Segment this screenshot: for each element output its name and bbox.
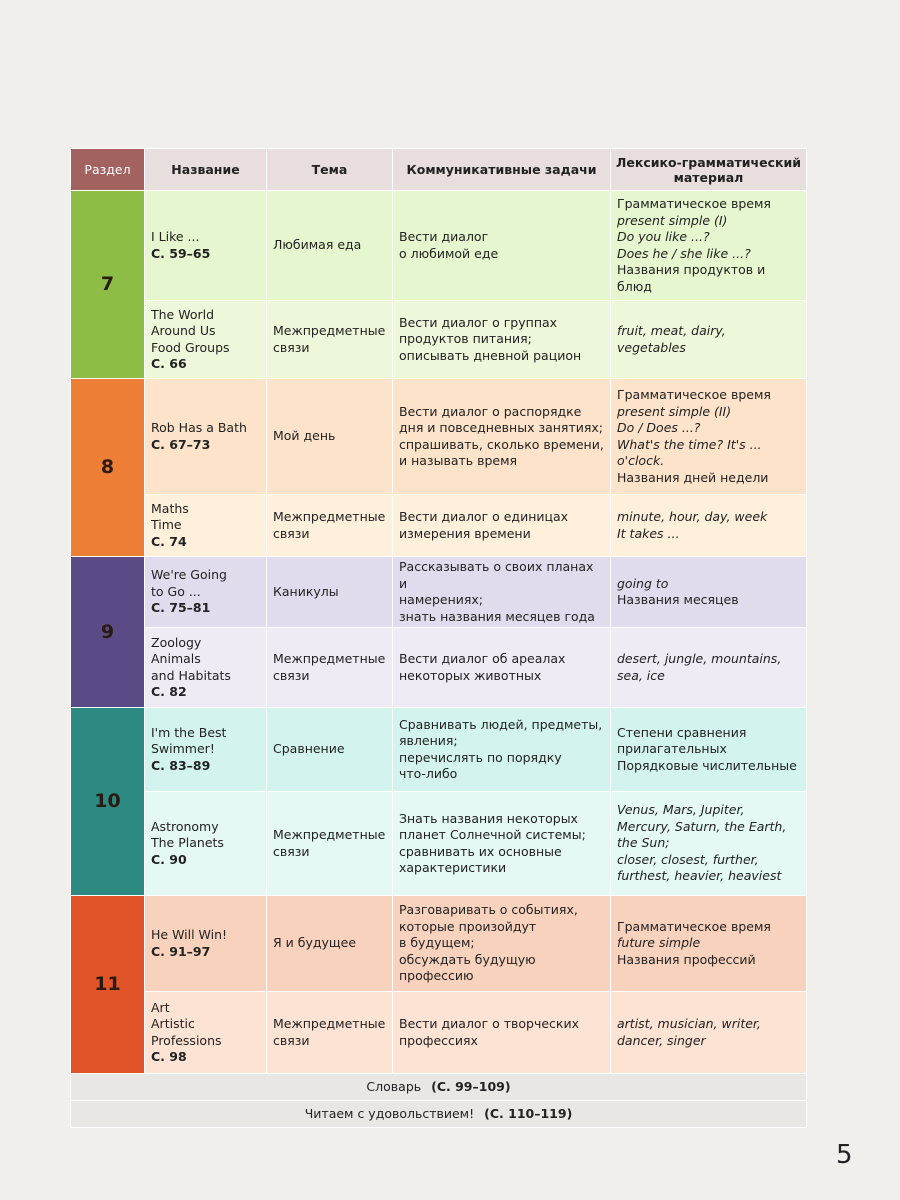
grammar-line: Грамматическое время <box>617 918 771 934</box>
task-line: сравнивать их основные <box>399 843 562 859</box>
lesson-title-line: He Will Win! <box>151 927 228 942</box>
lesson-pages: С. 59–65 <box>151 245 211 261</box>
grammar-line: Названия дней недели <box>617 469 769 485</box>
footer-dictionary: Словарь <box>366 1078 422 1094</box>
lesson-topic: Любимая еда <box>267 191 393 301</box>
lesson-grammar-cell <box>611 557 807 628</box>
task-line: характеристики <box>399 860 507 875</box>
task-line: измерения времени <box>399 525 531 541</box>
header-tasks: Коммуникативные задачи <box>393 149 611 191</box>
lesson-title-line: Swimmer! <box>151 741 215 757</box>
header-title: Название <box>145 149 267 191</box>
lesson-title-line: We're Going <box>151 567 227 583</box>
lesson-row <box>71 557 807 628</box>
lesson-title-line: to Go ... <box>151 583 201 599</box>
grammar-line: dancer, singer <box>617 1032 706 1048</box>
lesson-grammar-cell <box>611 708 807 792</box>
lesson-title-line: Time <box>151 517 182 533</box>
grammar-line: going to <box>617 575 669 591</box>
lesson-title-line: Astronomy <box>151 818 219 834</box>
task-line: Сравнивать людей, предметы, <box>399 716 603 732</box>
lesson-row <box>71 896 807 992</box>
lesson-title-line: The World <box>151 306 215 322</box>
task-line: продуктов питания; <box>399 331 532 347</box>
lesson-title-line: Around Us <box>151 323 216 338</box>
lesson-topic: Межпредметные связи <box>267 301 393 379</box>
lesson-title-cell <box>145 992 267 1074</box>
lesson-title-line: Professions <box>151 1032 222 1048</box>
lesson-title-cell <box>145 896 267 992</box>
lesson-title-cell <box>145 301 267 379</box>
lesson-title-line: The Planets <box>151 835 224 851</box>
grammar-line: Грамматическое время <box>617 196 771 211</box>
task-line: Вести диалог <box>399 229 489 244</box>
lesson-grammar-cell <box>611 191 807 301</box>
task-line: Рассказывать о своих планах и <box>399 559 594 591</box>
lesson-topic: Межпредметные связи <box>267 792 393 896</box>
grammar-line: vegetables <box>617 339 686 355</box>
lesson-row <box>71 301 807 379</box>
lesson-title-cell <box>145 495 267 557</box>
lesson-title-line: Art <box>151 999 170 1015</box>
lesson-tasks-cell <box>393 708 611 792</box>
contents-body <box>71 191 807 1074</box>
lesson-topic: Каникулы <box>267 557 393 628</box>
grammar-line: прилагательных <box>617 741 727 757</box>
section-number: 10 <box>71 708 145 896</box>
grammar-line: present simple (I) <box>617 212 728 228</box>
lesson-title-line: I'm the Best <box>151 724 227 740</box>
lesson-title-line: Artistic <box>151 1016 195 1031</box>
lesson-title-cell <box>145 557 267 628</box>
grammar-line: Does he / she like ...? <box>617 245 751 261</box>
grammar-line: future simple <box>617 935 701 951</box>
task-line: что-либо <box>399 766 458 781</box>
lesson-tasks-cell <box>393 301 611 379</box>
lesson-tasks-cell <box>393 628 611 708</box>
grammar-line: What's the time? It's ... <box>617 436 762 452</box>
lesson-tasks-cell <box>393 896 611 992</box>
lesson-pages: С. 74 <box>151 533 187 549</box>
lesson-title-line: Rob Has a Bath <box>151 420 247 435</box>
background-watermark <box>400 80 820 150</box>
lesson-row <box>71 628 807 708</box>
task-line: Вести диалог о группах <box>399 314 558 330</box>
lesson-row <box>71 708 807 792</box>
lesson-grammar-cell <box>611 628 807 708</box>
lesson-grammar-cell <box>611 896 807 992</box>
task-line: перечислять по порядку <box>399 749 562 765</box>
task-line: Вести диалог о творческих <box>399 1016 579 1031</box>
grammar-line: Do you like ...? <box>617 229 710 244</box>
task-line: дня и повседневных занятиях; <box>399 420 603 435</box>
lesson-topic: Межпредметные связи <box>267 628 393 708</box>
lesson-title-line: Maths <box>151 500 189 516</box>
lesson-grammar-cell <box>611 379 807 495</box>
lesson-pages: С. 83–89 <box>151 757 211 773</box>
lesson-pages: С. 90 <box>151 851 187 867</box>
lesson-row <box>71 992 807 1074</box>
footer-reading: Читаем с удовольствием! <box>304 1105 475 1121</box>
grammar-line: closer, closest, further, <box>617 851 759 867</box>
lesson-topic: Межпредметные связи <box>267 495 393 557</box>
section-number: 9 <box>71 557 145 708</box>
task-line: некоторых животных <box>399 667 542 683</box>
lesson-grammar-cell <box>611 495 807 557</box>
lesson-topic: Я и будущее <box>267 896 393 992</box>
lesson-title-line: Zoology <box>151 634 202 650</box>
grammar-line: artist, musician, writer, <box>617 1016 761 1031</box>
lesson-title-cell <box>145 628 267 708</box>
task-line: явления; <box>399 733 458 748</box>
lesson-pages: С. 91–97 <box>151 943 211 959</box>
lesson-row <box>71 379 807 495</box>
grammar-line: Порядковые числительные <box>617 757 797 773</box>
lesson-row <box>71 495 807 557</box>
task-line: профессиях <box>399 1032 478 1048</box>
grammar-line: sea, ice <box>617 667 665 683</box>
grammar-line: Mercury, Saturn, the Earth, <box>617 818 787 834</box>
task-line: профессию <box>399 968 474 984</box>
task-line: знать названия месяцев года <box>399 608 595 624</box>
lesson-tasks-cell <box>393 495 611 557</box>
task-line: которые произойдут <box>399 918 537 934</box>
lesson-title-line: I Like ... <box>151 229 200 244</box>
lesson-tasks-cell <box>393 191 611 301</box>
task-line: в будущем; <box>399 935 475 951</box>
lesson-title-cell <box>145 379 267 495</box>
section-number: 7 <box>71 191 145 379</box>
task-line: Вести диалог о единицах <box>399 509 569 524</box>
grammar-line: Названия месяцев <box>617 592 739 607</box>
lesson-topic: Сравнение <box>267 708 393 792</box>
task-line: описывать дневной рацион <box>399 347 582 363</box>
header-grammar: Лексико-грамматический материал <box>611 149 807 191</box>
lesson-title-line: Food Groups <box>151 339 230 355</box>
lesson-tasks-cell <box>393 992 611 1074</box>
task-line: намерениях; <box>399 592 484 607</box>
lesson-title-line: Animals <box>151 651 201 666</box>
lesson-pages: С. 66 <box>151 356 187 371</box>
task-line: и называть время <box>399 453 518 468</box>
footer-reading-row <box>71 1101 807 1128</box>
task-line: о любимой еде <box>399 245 499 261</box>
grammar-line: minute, hour, day, week <box>617 509 768 524</box>
lesson-grammar-cell <box>611 301 807 379</box>
footer-dictionary-row <box>71 1074 807 1101</box>
grammar-line: present simple (II) <box>617 403 732 419</box>
lesson-title-line: and Habitats <box>151 667 231 683</box>
lesson-pages: С. 82 <box>151 684 187 699</box>
grammar-line: Грамматическое время <box>617 387 771 402</box>
grammar-line: fruit, meat, dairy, <box>617 323 726 338</box>
task-line: Разговаривать о событиях, <box>399 902 578 918</box>
grammar-line: the Sun; <box>617 835 670 851</box>
page-number: 5 <box>836 1140 853 1170</box>
task-line: Вести диалог об ареалах <box>399 651 566 666</box>
header-topic: Тема <box>267 149 393 191</box>
lesson-pages: С. 75–81 <box>151 600 211 616</box>
footer-dictionary-pages: (С. 99–109) <box>431 1078 511 1094</box>
grammar-line: desert, jungle, mountains, <box>617 651 782 666</box>
grammar-line: Степени сравнения <box>617 724 747 740</box>
task-line: обсуждать будущую <box>399 951 536 967</box>
lesson-title-cell <box>145 191 267 301</box>
section-number: 8 <box>71 379 145 557</box>
lesson-grammar-cell <box>611 992 807 1074</box>
grammar-line: Venus, Mars, Jupiter, <box>617 802 745 818</box>
header-section: Раздел <box>71 149 145 191</box>
lesson-row <box>71 191 807 301</box>
lesson-tasks-cell <box>393 792 611 896</box>
lesson-row <box>71 792 807 896</box>
lesson-tasks-cell <box>393 557 611 628</box>
lesson-tasks-cell <box>393 379 611 495</box>
lesson-topic: Межпредметные связи <box>267 992 393 1074</box>
lesson-pages: С. 98 <box>151 1049 187 1064</box>
lesson-title-cell <box>145 708 267 792</box>
grammar-line: Названия продуктов и блюд <box>617 262 766 294</box>
grammar-line: o'clock. <box>617 453 665 468</box>
section-number: 11 <box>71 896 145 1074</box>
lesson-pages: С. 67–73 <box>151 436 211 452</box>
task-line: Вести диалог о распорядке <box>399 403 582 419</box>
lesson-topic: Мой день <box>267 379 393 495</box>
footer-reading-pages: (С. 110–119) <box>484 1105 573 1121</box>
grammar-line: Do / Does ...? <box>617 420 701 435</box>
grammar-line: Названия профессий <box>617 951 756 967</box>
lesson-title-cell <box>145 792 267 896</box>
task-line: спрашивать, сколько времени, <box>399 436 604 452</box>
grammar-line: furthest, heavier, heaviest <box>617 868 782 884</box>
grammar-line: It takes ... <box>617 525 680 541</box>
task-line: планет Солнечной системы; <box>399 827 586 842</box>
contents-table <box>70 148 807 1128</box>
table-header-row <box>71 149 807 191</box>
lesson-grammar-cell <box>611 792 807 896</box>
task-line: Знать названия некоторых <box>399 810 578 826</box>
